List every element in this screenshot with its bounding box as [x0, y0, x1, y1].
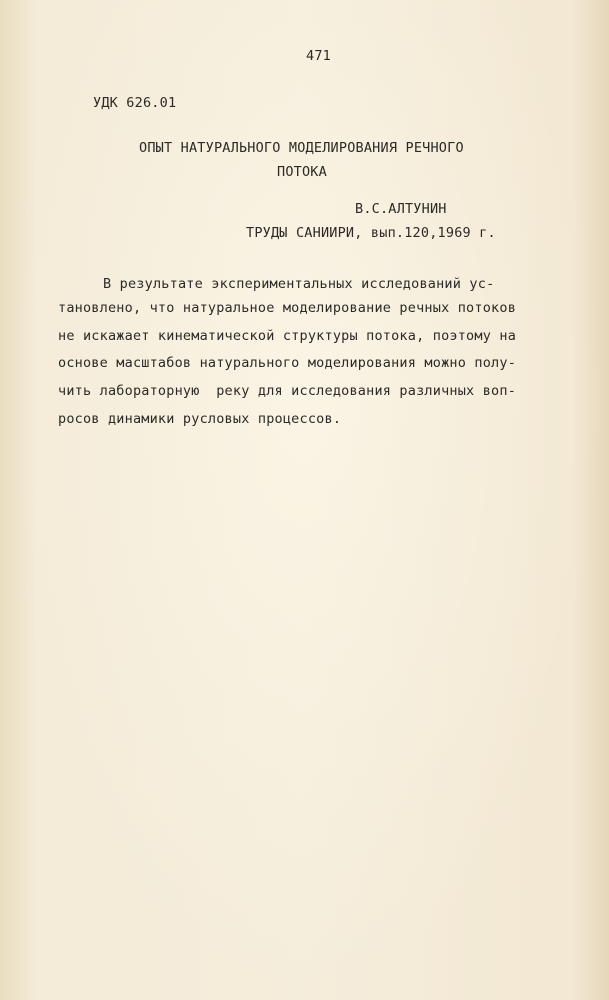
- udc-code: УДК 626.01: [93, 95, 177, 111]
- title-line-1: ОПЫТ НАТУРАЛЬНОГО МОДЕЛИРОВАНИЯ РЕЧНОГО: [139, 140, 464, 156]
- title-line-2: ПОТОКА: [277, 164, 327, 180]
- abstract-line: росов динамики русловых процессов.: [58, 411, 342, 427]
- author-name: В.С.АЛТУНИН: [355, 201, 447, 217]
- publication-source: ТРУДЫ САНИИРИ, вып.120,1969 г.: [246, 225, 496, 241]
- abstract-line: основе масштабов натурального моделирования можно полу-: [58, 355, 517, 371]
- abstract-line: В результате экспериментальных исследований ус-: [103, 276, 495, 292]
- abstract-line: тановлено, что натуральное моделирование речных потоков: [58, 300, 517, 316]
- abstract-line: не искажает кинематической структуры потока, поэтому на: [58, 328, 517, 344]
- page-number: 471: [306, 48, 331, 64]
- abstract-line: чить лабораторную реку для исследования различных воп-: [58, 383, 517, 399]
